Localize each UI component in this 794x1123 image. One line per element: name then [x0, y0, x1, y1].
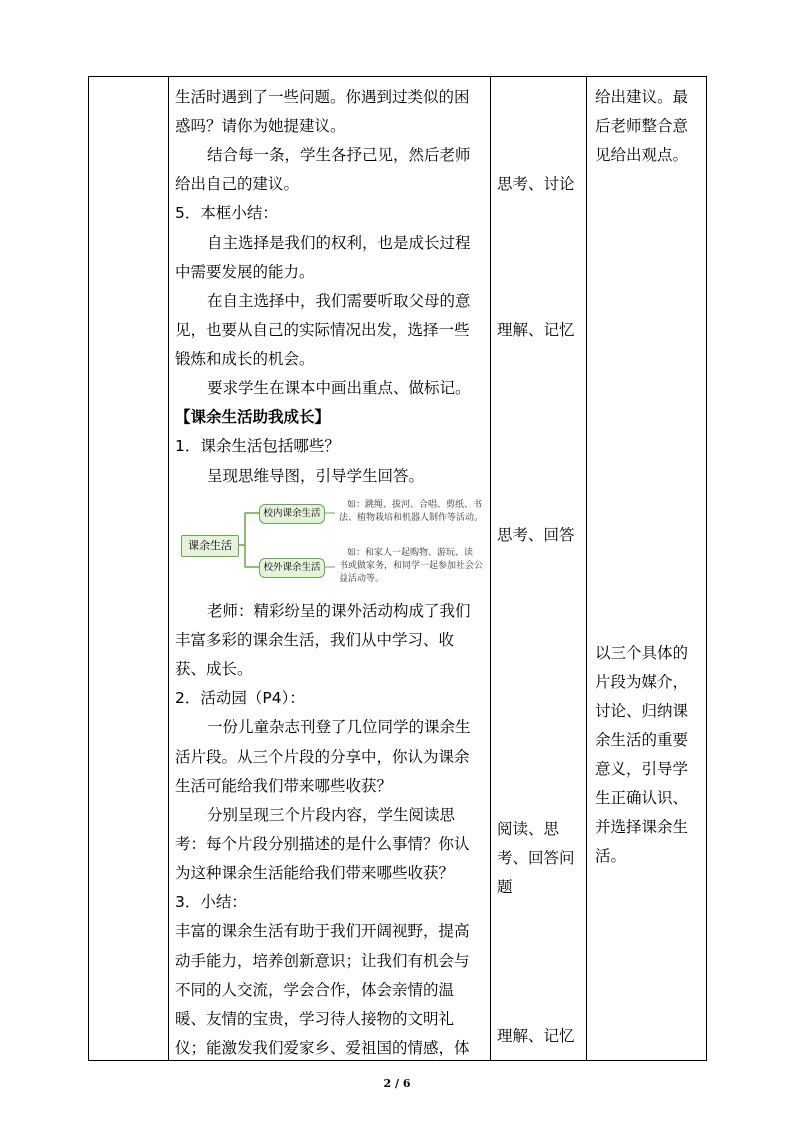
activity-text: 思考、回答	[497, 526, 575, 544]
content-line: 丰富的课余生活有助于我们开阔视野，提高	[175, 922, 470, 940]
content-line: 要求学生在课本中画出重点、做标记。	[207, 379, 471, 397]
content-line: 中需要发展的能力。	[175, 263, 315, 281]
content-line: 暖、友情的宝贵，学习待人接物的文明礼	[175, 1010, 455, 1028]
content-line: 生活时遇到了一些问题。你遇到过类似的困	[175, 88, 470, 106]
content-line: 自主选择是我们的权利，也是成长过程	[207, 234, 471, 252]
content-line: 结合每一条，学生各抒己见，然后老师	[207, 146, 471, 164]
content-line: 见，也要从自己的实际情况出发，选择一些	[175, 321, 470, 339]
content-line: 获、成长。	[175, 660, 253, 678]
content-line: 惑吗？请你为她提建议。	[175, 117, 346, 135]
activity-text: 题	[497, 878, 513, 896]
content-line: 2．活动园（P4）：	[175, 689, 305, 707]
content-line: 考：每个片段分别描述的是什么事情？你认	[175, 835, 470, 853]
intent-text: 意义，引导学	[595, 760, 689, 778]
intent-text: 并选择课余生	[595, 818, 689, 836]
intent-text: 余生活的重要	[595, 731, 689, 749]
page-number: 2 / 6	[383, 1077, 411, 1090]
content-line: 生活可能给我们带来哪些收获？	[175, 777, 393, 795]
column-divider	[168, 77, 169, 1060]
mind-map	[181, 495, 491, 587]
intent-text: 后老师整合意	[595, 117, 689, 135]
activity-text: 理解、记忆	[497, 321, 575, 339]
content-line: 呈现思维导图，引导学生回答。	[207, 467, 425, 485]
content-line: 给出自己的建议。	[175, 175, 300, 193]
activity-text: 阅读、思	[497, 820, 560, 838]
mind-map-branch-outside: 校外课余生活	[259, 558, 325, 578]
mind-map-branch-school: 校内课余生活	[259, 504, 325, 524]
mind-map-detail: 益活动等。	[339, 574, 385, 584]
intent-text: 以三个具体的	[595, 644, 689, 662]
intent-text: 生正确认识、	[595, 789, 689, 807]
mind-map-detail: 如：和家人一起购物、游玩、读	[347, 548, 474, 558]
mind-map-root: 课余生活	[181, 535, 239, 557]
content-line: 1．课余生活包括哪些？	[175, 437, 340, 455]
intent-text: 讨论、归纳课	[595, 702, 689, 720]
content-line: 不同的人交流，学会合作，体会亲情的温	[175, 981, 455, 999]
mind-map-detail: 书或做家务，和同学一起参加社会公	[339, 561, 484, 571]
content-line: 老师：精彩纷呈的课外活动构成了我们	[207, 602, 471, 620]
mind-map-detail: 法、植物栽培和机器人制作等活动。	[339, 513, 484, 523]
content-line: 活片段。从三个片段的分享中，你认为课余	[175, 748, 470, 766]
content-line: 仪；能激发我们爱家乡、爱祖国的情感，体	[175, 1039, 470, 1057]
content-line: 锻炼和成长的机会。	[175, 350, 315, 368]
content-line: 为这种课余生活能给我们带来哪些收获？	[175, 864, 455, 882]
activity-text: 理解、记忆	[497, 1027, 575, 1045]
content-line: 丰富多彩的课余生活，我们从中学习、收	[175, 631, 455, 649]
section-heading: 【课余生活助我成长】	[175, 407, 331, 426]
content-line: 一份儿童杂志刊登了几位同学的课余生	[207, 718, 471, 736]
content-line: 在自主选择中，我们需要听取父母的意	[207, 292, 471, 310]
intent-text: 见给出观点。	[595, 146, 689, 164]
intent-text: 活。	[595, 847, 627, 865]
content-line: 5．本框小结：	[175, 204, 278, 222]
intent-text: 片段为媒介，	[595, 673, 689, 691]
intent-text: 给出建议。最	[595, 88, 689, 106]
content-line: 3．小结：	[175, 893, 247, 911]
mind-map-detail: 如：跳绳、拔河、合唱、剪纸、书	[347, 500, 483, 510]
lesson-table	[88, 76, 707, 1061]
column-divider	[586, 77, 587, 1060]
content-line: 分别呈现三个片段内容，学生阅读思	[207, 806, 456, 824]
content-line: 动手能力，培养创新意识；让我们有机会与	[175, 952, 470, 970]
activity-text: 考、回答问	[497, 849, 575, 867]
activity-text: 思考、讨论	[497, 175, 575, 193]
